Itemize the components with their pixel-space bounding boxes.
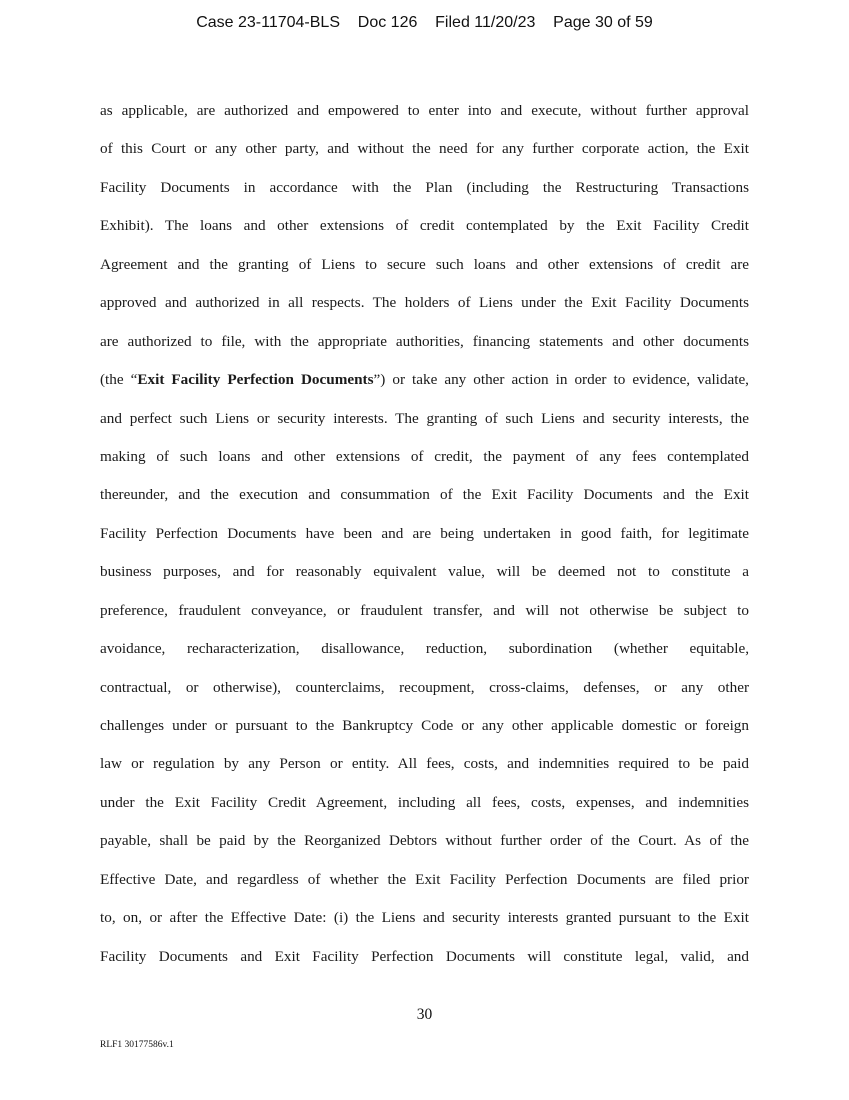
body-line: to, on, or after the Effective Date: (i) the Liens and security interests granted pursuant to the Exit <box>100 909 749 927</box>
body-line-defined-term <box>100 361 749 399</box>
body-line: as applicable, are authorized and empowered to enter into and execute, without further approval <box>100 102 749 119</box>
defined-term-prefix: (the “ <box>100 371 138 389</box>
body-line: law or regulation by any Person or entity. All fees, costs, and indemnities required to be paid <box>100 755 749 773</box>
case-header: Case 23-11704-BLS Doc 126 Filed 11/20/23 Page 30 of 59 <box>196 14 653 31</box>
body-line: Facility Documents and Exit Facility Perfection Documents will constitute legal, valid, and <box>100 947 749 965</box>
body-line: Facility Perfection Documents have been and are being undertaken in good faith, for legitimate <box>100 524 749 542</box>
body-line: thereunder, and the execution and consummation of the Exit Facility Documents and the Exit <box>100 486 749 504</box>
document-id: RLF1 30177586v.1 <box>100 1040 174 1050</box>
body-line: and perfect such Liens or security interests. The granting of such Liens and security interests, the <box>100 409 749 427</box>
body-line: preference, fraudulent conveyance, or fraudulent transfer, and will not otherwise be subject to <box>100 601 749 619</box>
defined-term-suffix: ”) or take any other action in order to evidence, validate, <box>373 371 749 389</box>
defined-term: Exit Facility Perfection Documents <box>137 371 374 389</box>
body-line: contractual, or otherwise), counterclaims, recoupment, cross-claims, defenses, or any other <box>100 678 749 696</box>
body-line: of this Court or any other party, and without the need for any further corporate action, the Exit <box>100 140 749 158</box>
body-line: avoidance, recharacterization, disallowance, reduction, subordination (whether equitable, <box>100 640 749 658</box>
page-number: 30 <box>416 1006 433 1023</box>
body-line: Agreement and the granting of Liens to secure such loans and other extensions of credit are <box>100 255 749 273</box>
document-body <box>100 92 749 976</box>
body-line: approved and authorized in all respects. The holders of Liens under the Exit Facility Documents <box>100 294 749 312</box>
body-line: business purposes, and for reasonably equivalent value, will be deemed not to constitute a <box>100 563 749 581</box>
body-line: Exhibit). The loans and other extensions of credit contemplated by the Exit Facility Credit <box>100 217 749 235</box>
body-line: Effective Date, and regardless of whether the Exit Facility Perfection Documents are filed prior <box>100 870 749 888</box>
body-line: are authorized to file, with the appropriate authorities, financing statements and other documents <box>100 332 749 350</box>
body-line: challenges under or pursuant to the Bankruptcy Code or any other applicable domestic or foreign <box>100 717 749 734</box>
body-line: under the Exit Facility Credit Agreement, including all fees, costs, expenses, and indemnities <box>100 793 749 811</box>
body-line: making of such loans and other extensions of credit, the payment of any fees contemplated <box>100 447 749 465</box>
body-line: payable, shall be paid by the Reorganized Debtors without further order of the Court. As of the <box>100 832 749 850</box>
body-line: Facility Documents in accordance with the Plan (including the Restructuring Transactions <box>100 178 749 196</box>
